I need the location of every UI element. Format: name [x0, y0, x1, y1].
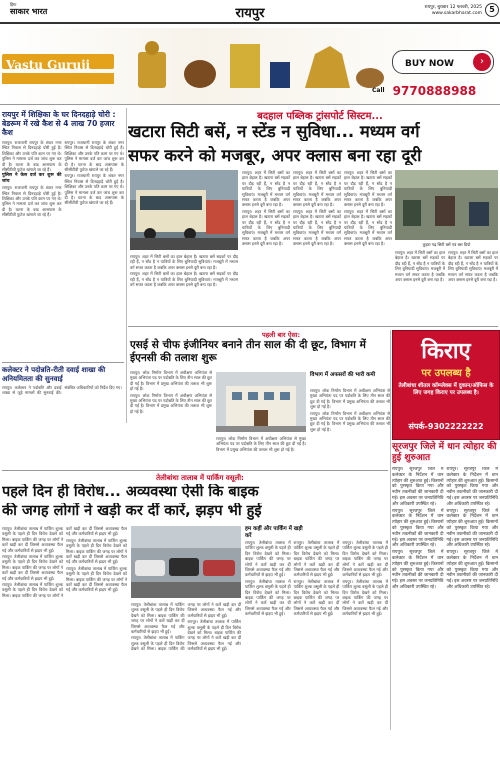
main-headline-1: खटारा सिटी बसें, न स्टेंड न सुविधा... मध्यम वर्ग: [128, 122, 420, 141]
story-parking-text-13: रायपुर। तेलीबांधा तालाब में पार्किंग शुल्क वसूली के पहले ही दिन विरोध देखने को मिला। बाइक पार्किंग की जगह पर लोगों ने कारें खड़ी कर दीं जिससे अव्यवस्था फैल गई और कर्मचारियों से झड़प भी हुई।: [342, 540, 388, 578]
story-collector-body-text: रायपुर। कलेक्टर ने पदोन्नति और दवाई शाखा से जुड़े मामलों की सुनवाई की। संबंधित अधिकारियों को निर्देश दिए गए।: [2, 385, 122, 396]
pwd-building-art: [216, 372, 306, 432]
story-parking-text-11: रायपुर। तेलीबांधा तालाब में पार्किंग शुल्क वसूली के पहले ही दिन विरोध देखने को मिला। बाइक पार्किंग की जगह पर लोगों ने कारें खड़ी कर दीं जिससे अव्यवस्था फैल गई और कर्मचारियों से झड़प भी हुई।: [293, 540, 340, 578]
story-collector-headline: कलेक्टर ने पदोन्नति-रीती दवाई शाखा की अनियमितता की सुनवाई: [2, 366, 106, 383]
rent-ad-contact: [393, 421, 499, 432]
story-theft-body-text-2: रायपुर। राजधानी रायपुर के शंकर नगर स्थित निवास से दिनदहाड़े चोरी हुई है। शिक्षिका और उनके पति काम पर गए थे। पुलिस ने मामला दर्ज कर जांच शुरू कर दी है। घटना के बाद आसपास के सीसीटीवी फुटेज खंगाले जा रहे हैं।: [2, 185, 62, 218]
engineer-sidebar-title: विभाग में अफसरों की भारी कमी: [310, 372, 376, 378]
paper-name: साकार भारत: [10, 7, 48, 16]
dateline: रायपुर, बुधवार 12 फरवरी, 2025: [424, 5, 482, 10]
vastu-call: [372, 80, 497, 96]
vastu-tagline: [2, 73, 114, 90]
story-surajpur-text-1: रायपुर। सूरजपुर जिले में कलेक्टर के निर्देशन में धान त्योहार की शुरुआत हुई। किसानों को पुरस्कृत किया गया और नवीन तकनीकों की जानकारी दी गई। इस अवसर पर जनप्रतिनिधि और अधिकारी उपस्थित रहे।: [392, 467, 444, 507]
vastu-products-art: [130, 34, 390, 96]
rent-ad-subtitle: पर उपलब्ध है: [421, 368, 471, 379]
bus-photo-caption: कुहरा गढ़ सिटी बसें एवं बस डिपो: [422, 242, 471, 247]
vastu-product-5: [305, 46, 350, 88]
rent-ad: [392, 330, 500, 440]
story-parking-text-2: रायपुर। तेलीबांधा तालाब में पार्किंग शुल्क वसूली के पहले ही दिन विरोध देखने को मिला। बाइक पार्किंग की जगह पर लोगों ने कारें खड़ी कर दीं जिससे अव्यवस्था फैल गई और कर्मचारियों से झड़प भी हुई।: [2, 554, 63, 581]
story-bus-text-3: रायपुर। शहर में सिटी बसों का हाल बेहाल है। खटारा बसें सड़कों पर दौड़ रही हैं, न स्टेंड है न यात्रियों के लिए बुनियादी सुविधाएं। मजबूरी में मध्यम वर्ग सफर करता है जबकि अपर क्लास इनसे दूरी बना रहा है।: [242, 170, 290, 208]
rule-right: [390, 330, 391, 730]
story-surajpur-text-3: रायपुर। सूरजपुर जिले में कलेक्टर के निर्देशन में धान त्योहार की शुरुआत हुई। किसानों को पुरस्कृत किया गया और नवीन तकनीकों की जानकारी दी गई। इस अवसर पर जनप्रतिनिधि और अधिकारी उपस्थित रहे।: [392, 550, 444, 590]
vastu-tagline-text: BEST PLACE FOR VASTU REMEDY: [5, 84, 98, 90]
kicker-transport: बदहाल पब्लिक ट्रांसपोर्ट सिस्टम...: [257, 111, 383, 122]
parking-photo: [131, 526, 241, 598]
story-engineer-body-3: [310, 388, 390, 468]
vastu-ad: [0, 28, 500, 105]
bus-interior-photo: [395, 170, 498, 240]
vastu-product-3: [230, 44, 260, 88]
story-collector-body: [2, 385, 124, 413]
vastu-product-1-top: [145, 41, 159, 55]
story-surajpur-headline: सूरजपुर जिले में धान त्योहार की हुई शुरुआत: [392, 442, 497, 463]
vastu-product-1: [138, 52, 166, 88]
parking-sidebar-title: हम कहीं और पार्किंग में खड़ी करें: [245, 526, 303, 539]
story-surajpur-body: [392, 467, 498, 717]
story-engineer-body: [130, 370, 212, 465]
page-number: 5: [485, 3, 499, 17]
rule-left: [126, 108, 127, 423]
story-parking-text-12: रायपुर। तेलीबांधा तालाब में पार्किंग शुल्क वसूली के पहले ही दिन विरोध देखने को मिला। बाइक पार्किंग की जगह पर लोगों ने कारें खड़ी कर दीं जिससे अव्यवस्था फैल गई और कर्मचारियों से झड़प भी हुई।: [293, 578, 340, 617]
story-bus-text-7: रायपुर। शहर में सिटी बसों का हाल बेहाल है। खटारा बसें सड़कों पर दौड़ रही हैं, न स्टेंड है न यात्रियों के लिए बुनियादी सुविधाएं। मजबूरी में मध्यम वर्ग सफर करता है जबकि अपर क्लास इनसे दूरी बना रहा है।: [344, 170, 392, 208]
vastu-brand: [2, 54, 114, 72]
story-parking-body-3: [245, 540, 388, 740]
vastu-product-4: [270, 62, 290, 88]
story-parking-text-6: रायपुर। तेलीबांधा तालाब में पार्किंग शुल्क वसूली के पहले ही दिन विरोध देखने को मिला। बाइक पार्किंग की जगह पर लोगों ने कारें खड़ी कर दीं जिससे अव्यवस्था फैल गई और कर्मचारियों से झड़प भी हुई।: [131, 602, 185, 635]
vastu-product-2: [184, 60, 216, 88]
story-surajpur-text-5: रायपुर। सूरजपुर जिले में कलेक्टर के निर्देशन में धान त्योहार की शुरुआत हुई। किसानों को पुरस्कृत किया गया और नवीन तकनीकों की जानकारी दी गई। इस अवसर पर जनप्रतिनिधि और अधिकारी उपस्थित रहे।: [446, 508, 498, 549]
pwd-building-photo: [216, 372, 306, 432]
story-engineer-body-2: [216, 436, 306, 468]
story-parking-kicker: तेलीबांधा तालाब में पार्किंग वसूली:: [156, 474, 244, 482]
story-theft-body-text-3: रायपुर। राजधानी रायपुर के शंकर नगर स्थित निवास से दिनदहाड़े चोरी हुई है। शिक्षिका और उनके पति काम पर गए थे। पुलिस ने मामला दर्ज कर जांच शुरू कर दी है। घटना के बाद आसपास के सीसीटीवी फुटेज खंगाले जा रहे हैं।: [64, 140, 124, 173]
main-headline-2: सफर करने को मजबूर, अपर क्लास बना रहा दूरी: [128, 146, 422, 165]
buy-now-arrow-icon: ›: [473, 53, 491, 71]
story-surajpur-text-6: रायपुर। सूरजपुर जिले में कलेक्टर के निर्देशन में धान त्योहार की शुरुआत हुई। किसानों को पुरस्कृत किया गया और नवीन तकनीकों की जानकारी दी गई। इस अवसर पर जनप्रतिनिधि और अधिकारी उपस्थित रहे।: [446, 550, 498, 590]
story-theft: [2, 110, 124, 360]
rent-ad-phone[interactable]: 9302222222: [427, 422, 484, 431]
story-bus-left: [130, 254, 238, 319]
vastu-phone[interactable]: 9770888988: [392, 83, 477, 98]
vastu-brand-text: Vastu Guruji: [6, 58, 91, 72]
story-theft-subhead: पुलिस ने केस दर्ज कर शुरू की जांच: [2, 173, 62, 184]
story-parking-headline-2: की जगह लोगों ने खड़ी कर दीं कारें, झड़प भी हुई: [2, 503, 262, 519]
story-parking-text-7: रायपुर। तेलीबांधा तालाब में पार्किंग शुल्क वसूली के पहले ही दिन विरोध देखने को मिला। बाइक पार्किंग की जगह पर लोगों ने कारें खड़ी कर दीं जिससे अव्यवस्था फैल गई और कर्मचारियों से झड़प भी हुई।: [131, 602, 241, 652]
masthead: [0, 0, 500, 24]
rule-center: [128, 326, 498, 327]
call-label: Call: [372, 87, 385, 94]
paper-logo: [10, 2, 70, 20]
story-parking-text-4: रायपुर। तेलीबांधा तालाब में पार्किंग शुल्क वसूली के पहले ही दिन विरोध देखने को मिला। बाइक पार्किंग की जगह पर लोगों ने कारें खड़ी कर दीं जिससे अव्यवस्था फैल गई और कर्मचारियों से झड़प भी हुई।: [66, 537, 127, 565]
story-parking-body-1: [2, 526, 127, 741]
rule-left-mid: [2, 362, 124, 363]
story-parking-text-3: रायपुर। तेलीबांधा तालाब में पार्किंग शुल्क वसूली के पहले ही दिन विरोध देखने को मिला। बाइक पार्किंग की जगह पर लोगों ने कारें खड़ी कर दीं जिससे अव्यवस्था फैल गई और कर्मचारियों से झड़प भी हुई।: [2, 526, 127, 598]
story-theft-body-text-4: रायपुर। राजधानी रायपुर के शंकर नगर स्थित निवास से दिनदहाड़े चोरी हुई है। शिक्षिका और उनके पति काम पर गए थे। पुलिस ने मामला दर्ज कर जांच शुरू कर दी है। घटना के बाद आसपास के सीसीटीवी फुटेज खंगाले जा रहे हैं।: [64, 173, 124, 206]
story-engineer-text-2: रायपुर। लोक निर्माण विभाग में अधीक्षण अभियंता से मुख्य अभियंता पद पर पदोन्नति के लिए तीन साल की छूट दी गई है। विभाग में प्रमुख अभियंता की तलाश भी शुरू हो गई है।: [130, 392, 212, 414]
story-bus-text-1: रायपुर। शहर में सिटी बसों का हाल बेहाल है। खटारा बसें सड़कों पर दौड़ रही हैं, न स्टेंड है न यात्रियों के लिए बुनियादी सुविधाएं। मजबूरी में मध्यम वर्ग सफर करता है जबकि अपर क्लास इनसे दूरी बना रहा है।: [130, 254, 238, 270]
bus-photo: [130, 170, 238, 250]
bus-photo-art: [130, 170, 238, 250]
story-theft-body: [2, 140, 124, 345]
story-surajpur-text-4: रायपुर। सूरजपुर जिले में कलेक्टर के निर्देशन में धान त्योहार की शुरुआत हुई। किसानों को पुरस्कृत किया गया और नवीन तकनीकों की जानकारी दी गई। इस अवसर पर जनप्रतिनिधि और अधिकारी उपस्थित रहे।: [446, 467, 498, 507]
story-engineer-text-4: रायपुर। लोक निर्माण विभाग में अधीक्षण अभियंता से मुख्य अभियंता पद पर पदोन्नति के लिए तीन साल की छूट दी गई है। विभाग में प्रमुख अभियंता की तलाश भी शुरू हो गई है।: [310, 388, 390, 410]
story-bus-text-6: रायपुर। शहर में सिटी बसों का हाल बेहाल है। खटारा बसें सड़कों पर दौड़ रही हैं, न स्टेंड है न यात्रियों के लिए बुनियादी सुविधाएं। मजबूरी में मध्यम वर्ग सफर करता है जबकि अपर क्लास इनसे दूरी बना रहा है।: [293, 208, 341, 247]
story-parking-body-2: [131, 602, 241, 742]
story-parking-text-10: रायपुर। तेलीबांधा तालाब में पार्किंग शुल्क वसूली के पहले ही दिन विरोध देखने को मिला। बाइक पार्किंग की जगह पर लोगों ने कारें खड़ी कर दीं जिससे अव्यवस्था फैल गई और कर्मचारियों से झड़प भी हुई।: [245, 578, 291, 617]
story-engineer-text-5: रायपुर। लोक निर्माण विभाग में अधीक्षण अभियंता से मुख्य अभियंता पद पर पदोन्नति के लिए तीन साल की छूट दी गई है। विभाग में प्रमुख अभियंता की तलाश भी शुरू हो गई है।: [310, 410, 390, 432]
story-theft-body-text: रायपुर। राजधानी रायपुर के शंकर नगर स्थित निवास से दिनदहाड़े चोरी हुई है। शिक्षिका और उनके पति काम पर गए थे। पुलिस ने मामला दर्ज कर जांच शुरू कर दी है। घटना के बाद आसपास के सीसीटीवी फुटेज खंगाले जा रहे हैं।: [2, 140, 62, 173]
story-engineer-text-3: रायपुर। लोक निर्माण विभाग में अधीक्षण अभियंता से मुख्य अभियंता पद पर पदोन्नति के लिए तीन साल की छूट दी गई है। विभाग में प्रमुख अभियंता की तलाश भी शुरू हो गई है।: [216, 436, 306, 452]
buy-now-button[interactable]: [392, 50, 494, 74]
rent-ad-contact-label: संपर्क-: [408, 422, 428, 431]
story-engineer-kicker: पहली बार ऐसा:: [262, 331, 301, 339]
story-bus-text-5: रायपुर। शहर में सिटी बसों का हाल बेहाल है। खटारा बसें सड़कों पर दौड़ रही हैं, न स्टेंड है न यात्रियों के लिए बुनियादी सुविधाएं। मजबूरी में मध्यम वर्ग सफर करता है जबकि अपर क्लास इनसे दूरी बना रहा है।: [293, 170, 341, 208]
paper-name-small: हिंगा: [10, 2, 17, 7]
story-bus-text-10: रायपुर। शहर में सिटी बसों का हाल बेहाल है। खटारा बसें सड़कों पर दौड़ रही हैं, न स्टेंड है न यात्रियों के लिए बुनियादी सुविधाएं। मजबूरी में मध्यम वर्ग सफर करता है जबकि अपर क्लास इनसे दूरी बना रहा है।: [448, 250, 498, 283]
story-parking-text-14: रायपुर। तेलीबांधा तालाब में पार्किंग शुल्क वसूली के पहले ही दिन विरोध देखने को मिला। बाइक पार्किंग की जगह पर लोगों ने कारें खड़ी कर दीं जिससे अव्यवस्था फैल गई और कर्मचारियों से झड़प भी हुई।: [342, 578, 388, 617]
section-title: रायपुर: [235, 6, 265, 21]
story-parking-text-1: रायपुर। तेलीबांधा तालाब में पार्किंग शुल्क वसूली के पहले ही दिन विरोध देखने को मिला। बाइक पार्किंग की जगह पर लोगों ने कारें खड़ी कर दीं जिससे अव्यवस्था फैल गई और कर्मचारियों से झड़प भी हुई।: [2, 526, 63, 553]
story-bus-text-2: रायपुर। शहर में सिटी बसों का हाल बेहाल है। खटारा बसें सड़कों पर दौड़ रही हैं, न स्टेंड है न यात्रियों के लिए बुनियादी सुविधाएं। मजबूरी में मध्यम वर्ग सफर करता है जबकि अपर क्लास इनसे दूरी बना रहा है।: [130, 271, 238, 288]
story-collector: [2, 366, 124, 422]
story-parking-text-5: रायपुर। तेलीबांधा तालाब में पार्किंग शुल्क वसूली के पहले ही दिन विरोध देखने को मिला। बाइक पार्किंग की जगह पर लोगों ने कारें खड़ी कर दीं जिससे अव्यवस्था फैल गई और कर्मचारियों से झड़प भी हुई।: [66, 565, 127, 593]
rent-ad-title: किराए: [421, 339, 471, 364]
story-parking-text-8: रायपुर। तेलीबांधा तालाब में पार्किंग शुल्क वसूली के पहले ही दिन विरोध देखने को मिला। बाइक पार्किंग की जगह पर लोगों ने कारें खड़ी कर दीं जिससे अव्यवस्था फैल गई और कर्मचारियों से झड़प भी हुई।: [187, 619, 241, 652]
story-bus-text-9: रायपुर। शहर में सिटी बसों का हाल बेहाल है। खटारा बसें सड़कों पर दौड़ रही हैं, न स्टेंड है न यात्रियों के लिए बुनियादी सुविधाएं। मजबूरी में मध्यम वर्ग सफर करता है जबकि अपर क्लास इनसे दूरी बना रहा है।: [395, 250, 445, 283]
story-bus-mid: [242, 170, 392, 330]
story-theft-headline: रायपुर में शिक्षिका के घर दिनदहाड़े चोरी : बेडरूम में रखे कैश से 4 लाख 70 हजार कैश: [2, 110, 116, 137]
story-bus-right: [395, 250, 498, 325]
story-surajpur-text-2: रायपुर। सूरजपुर जिले में कलेक्टर के निर्देशन में धान त्योहार की शुरुआत हुई। किसानों को पुरस्कृत किया गया और नवीन तकनीकों की जानकारी दी गई। इस अवसर पर जनप्रतिनिधि और अधिकारी उपस्थित रहे।: [392, 508, 444, 549]
story-engineer-headline: एसई से चीफ इंजीनियर बनाने तीन साल की दी छूट, विभाग में ईएनसी की तलाश शुरू: [130, 339, 366, 364]
parking-photo-art: [131, 526, 241, 598]
bus-interior-art: [395, 170, 498, 240]
website: www.sakarbharat.com: [431, 11, 482, 16]
story-bus-text-8: रायपुर। शहर में सिटी बसों का हाल बेहाल है। खटारा बसें सड़कों पर दौड़ रही हैं, न स्टेंड है न यात्रियों के लिए बुनियादी सुविधाएं। मजबूरी में मध्यम वर्ग सफर करता है जबकि अपर क्लास इनसे दूरी बना रहा है।: [344, 208, 392, 247]
story-bus-text-4: रायपुर। शहर में सिटी बसों का हाल बेहाल है। खटारा बसें सड़कों पर दौड़ रही हैं, न स्टेंड है न यात्रियों के लिए बुनियादी सुविधाएं। मजबूरी में मध्यम वर्ग सफर करता है जबकि अपर क्लास इनसे दूरी बना रहा है।: [242, 208, 290, 247]
buy-now-label: BUY NOW: [405, 59, 454, 69]
story-parking-headline-1: पहले दिन ही विरोध... अव्यवस्था ऐसी कि बाइक: [2, 484, 259, 500]
story-engineer-text-1: रायपुर। लोक निर्माण विभाग में अधीक्षण अभियंता से मुख्य अभियंता पद पर पदोन्नति के लिए तीन साल की छूट दी गई है। विभाग में प्रमुख अभियंता की तलाश भी शुरू हो गई है।: [130, 370, 212, 392]
rule-bottom: [2, 470, 388, 471]
story-parking-text-9: रायपुर। तेलीबांधा तालाब में पार्किंग शुल्क वसूली के पहले ही दिन विरोध देखने को मिला। बाइक पार्किंग की जगह पर लोगों ने कारें खड़ी कर दीं जिससे अव्यवस्था फैल गई और कर्मचारियों से झड़प भी हुई।: [245, 540, 291, 578]
rent-ad-body: तेलीबांधा शीतल कॉम्प्लेक्स में दुकान/ऑफिस के लिए जगह किराए पर उपलब्ध है।: [398, 383, 494, 396]
story-surajpur: [392, 442, 498, 732]
